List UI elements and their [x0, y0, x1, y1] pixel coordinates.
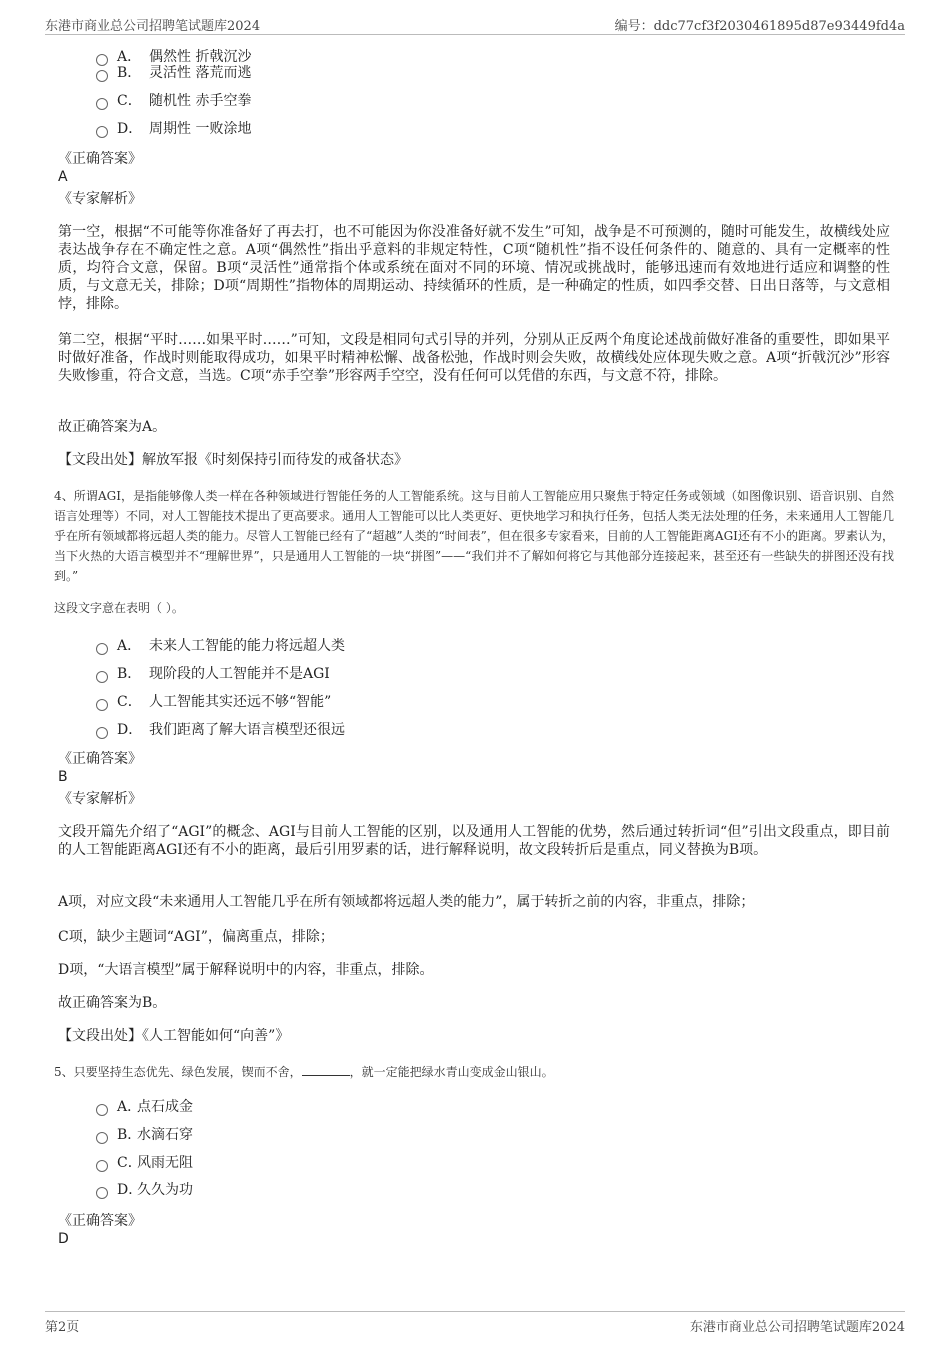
q3-option-a[interactable]: A． 偶然性 折戟沉沙 — [96, 47, 251, 67]
q3-analysis-paragraph-1: 第一空，根据“不可能等你准备好了再去打，也不可能因为你没准备好就不发生”可知，战争是不可预测的，随时可能发生，故横线处应表达战争存在不确定性之意。A项“偶然性”指出乎意料的非规定特性，C项“随机性”指不设任何条件的、随意的、具有一定概率的性质，均符合文意，保留。B项“灵活性”通常指个体或系统在面对不同的环境、情况或挑战时，能够迅速而有效地进行适应和调整的性质，与文意无关，排除；D项“周期性”指物体的周期运动、持续循环的性质，是一种确定的性质，如四季交替、日出日落等，与文意相悖，排除。 — [58, 224, 890, 312]
radio-icon[interactable] — [96, 1104, 108, 1116]
q5-stem: 5、只要坚持生态优先、绿色发展，锲而不舍， ，就一定能把绿水青山变成金山银山。 — [54, 1065, 554, 1079]
q5-answer: D — [58, 1231, 69, 1247]
footer-title: 东港市商业总公司招聘笔试题库2024 — [689, 1320, 905, 1335]
radio-icon[interactable] — [96, 98, 108, 110]
q4-option-d[interactable]: D． 我们距离了解大语言模型还很远 — [96, 720, 345, 740]
q4-option-a[interactable]: A． 未来人工智能的能力将远超人类 — [96, 636, 345, 656]
q3-option-c[interactable]: C． 随机性 赤手空拳 — [96, 91, 251, 111]
page-number: 第2页 — [45, 1320, 80, 1335]
q4-option-b[interactable]: B． 现阶段的人工智能并不是AGI — [96, 664, 330, 684]
q4-source: 【文段出处】《人工智能如何“向善”》 — [58, 1028, 290, 1044]
q3-analysis-paragraph-2: 第二空，根据“平时……如果平时……”可知，文段是相同句式引导的并列，分别从正反两个角度论述战前做好准备的重要性，即如果平时做好准备，作战时则能取得成功，如果平时精神松懈、战备松弛，作战时则会失败，故横线处应体现失败之意。A项“折戟沉沙”形容失败惨重，符合文意，当选。C项“赤手空拳”形容两手空空，没有任何可以凭借的东西，与文意不符，排除。 — [58, 332, 890, 384]
q3-answer-label: 《正确答案》 — [58, 151, 142, 167]
q5-option-d[interactable]: D．久久为功 — [96, 1180, 193, 1200]
q4-analysis-option-c: C项，缺少主题词“AGI”，偏离重点，排除； — [58, 929, 334, 945]
q3-source: 【文段出处】解放军报《时刻保持引而待发的戒备状态》 — [58, 452, 408, 468]
radio-icon[interactable] — [96, 727, 108, 739]
q4-analysis-label: 《专家解析》 — [58, 791, 142, 807]
page-footer — [45, 1311, 905, 1336]
answer-blank — [302, 1063, 350, 1076]
q4-question: 这段文字意在表明（ ）。 — [54, 601, 184, 615]
q4-conclusion: 故正确答案为B。 — [58, 995, 167, 1011]
q4-analysis-option-d: D项，“大语言模型”属于解释说明中的内容，非重点，排除。 — [58, 962, 434, 978]
header-title: 东港市商业总公司招聘笔试题库2024 — [45, 19, 261, 34]
radio-icon[interactable] — [96, 643, 108, 655]
q4-stem: 4、所谓AGI，是指能够像人类一样在各种领域进行智能任务的人工智能系统。这与目前人工智能应用只聚焦于特定任务或领域（如图像识别、语音识别、自然语言处理等）不同，对人工智能技术提出了更高要求。通用人工智能可以比人类更好、更快地学习和执行任务，包括人类无法处理的任务，未来通用人工智能几乎在所有领域都将远超人类的能力。尽管人工智能已经有了“超越”人类的“时间表”，但在很多专家看来，目前的人工智能距离AGI还有不小的距离。罗素认为，当下火热的大语言模型并不“理解世界”，只是通用人工智能的一块“拼图”——“我们并不了解如何将它与其他部分连接起来，甚至还有一些缺失的拼图还没有找到。” — [54, 489, 895, 583]
radio-icon[interactable] — [96, 1132, 108, 1144]
q3-analysis-label: 《专家解析》 — [58, 191, 142, 207]
radio-icon[interactable] — [96, 70, 108, 82]
q3-conclusion: 故正确答案为A。 — [58, 419, 167, 435]
radio-icon[interactable] — [96, 671, 108, 683]
radio-icon[interactable] — [96, 699, 108, 711]
q4-answer: B — [58, 769, 68, 785]
radio-icon[interactable] — [96, 1187, 108, 1199]
q4-analysis-paragraph-1: 文段开篇先介绍了“AGI”的概念、AGI与目前人工智能的区别，以及通用人工智能的优势，然后通过转折词“但”引出文段重点，即目前的人工智能距离AGI还有不小的距离，最后引用罗素的话，进行解释说明，故文段转折后是重点，同义替换为B项。 — [58, 824, 890, 858]
q5-option-b[interactable]: B．水滴石穿 — [96, 1125, 193, 1145]
q5-option-a[interactable]: A．点石成金 — [96, 1097, 193, 1117]
q3-answer: A — [58, 169, 68, 185]
page-header — [45, 12, 905, 35]
q3-option-d[interactable]: D． 周期性 一败涂地 — [96, 119, 251, 139]
radio-icon[interactable] — [96, 126, 108, 138]
q5-option-c[interactable]: C．风雨无阻 — [96, 1153, 193, 1173]
q5-answer-label: 《正确答案》 — [58, 1213, 142, 1229]
q4-answer-label: 《正确答案》 — [58, 751, 142, 767]
q3-option-b[interactable]: B． 灵活性 落荒而逃 — [96, 63, 251, 83]
q4-analysis-option-a: A项，对应文段“未来通用人工智能几乎在所有领域都将远超人类的能力”，属于转折之前的内容，非重点，排除； — [58, 894, 755, 910]
radio-icon[interactable] — [96, 1160, 108, 1172]
q4-option-c[interactable]: C． 人工智能其实还远不够“智能” — [96, 692, 331, 712]
document-id: 编号：ddc77cf3f2030461895d87e93449fd4a — [614, 19, 905, 34]
